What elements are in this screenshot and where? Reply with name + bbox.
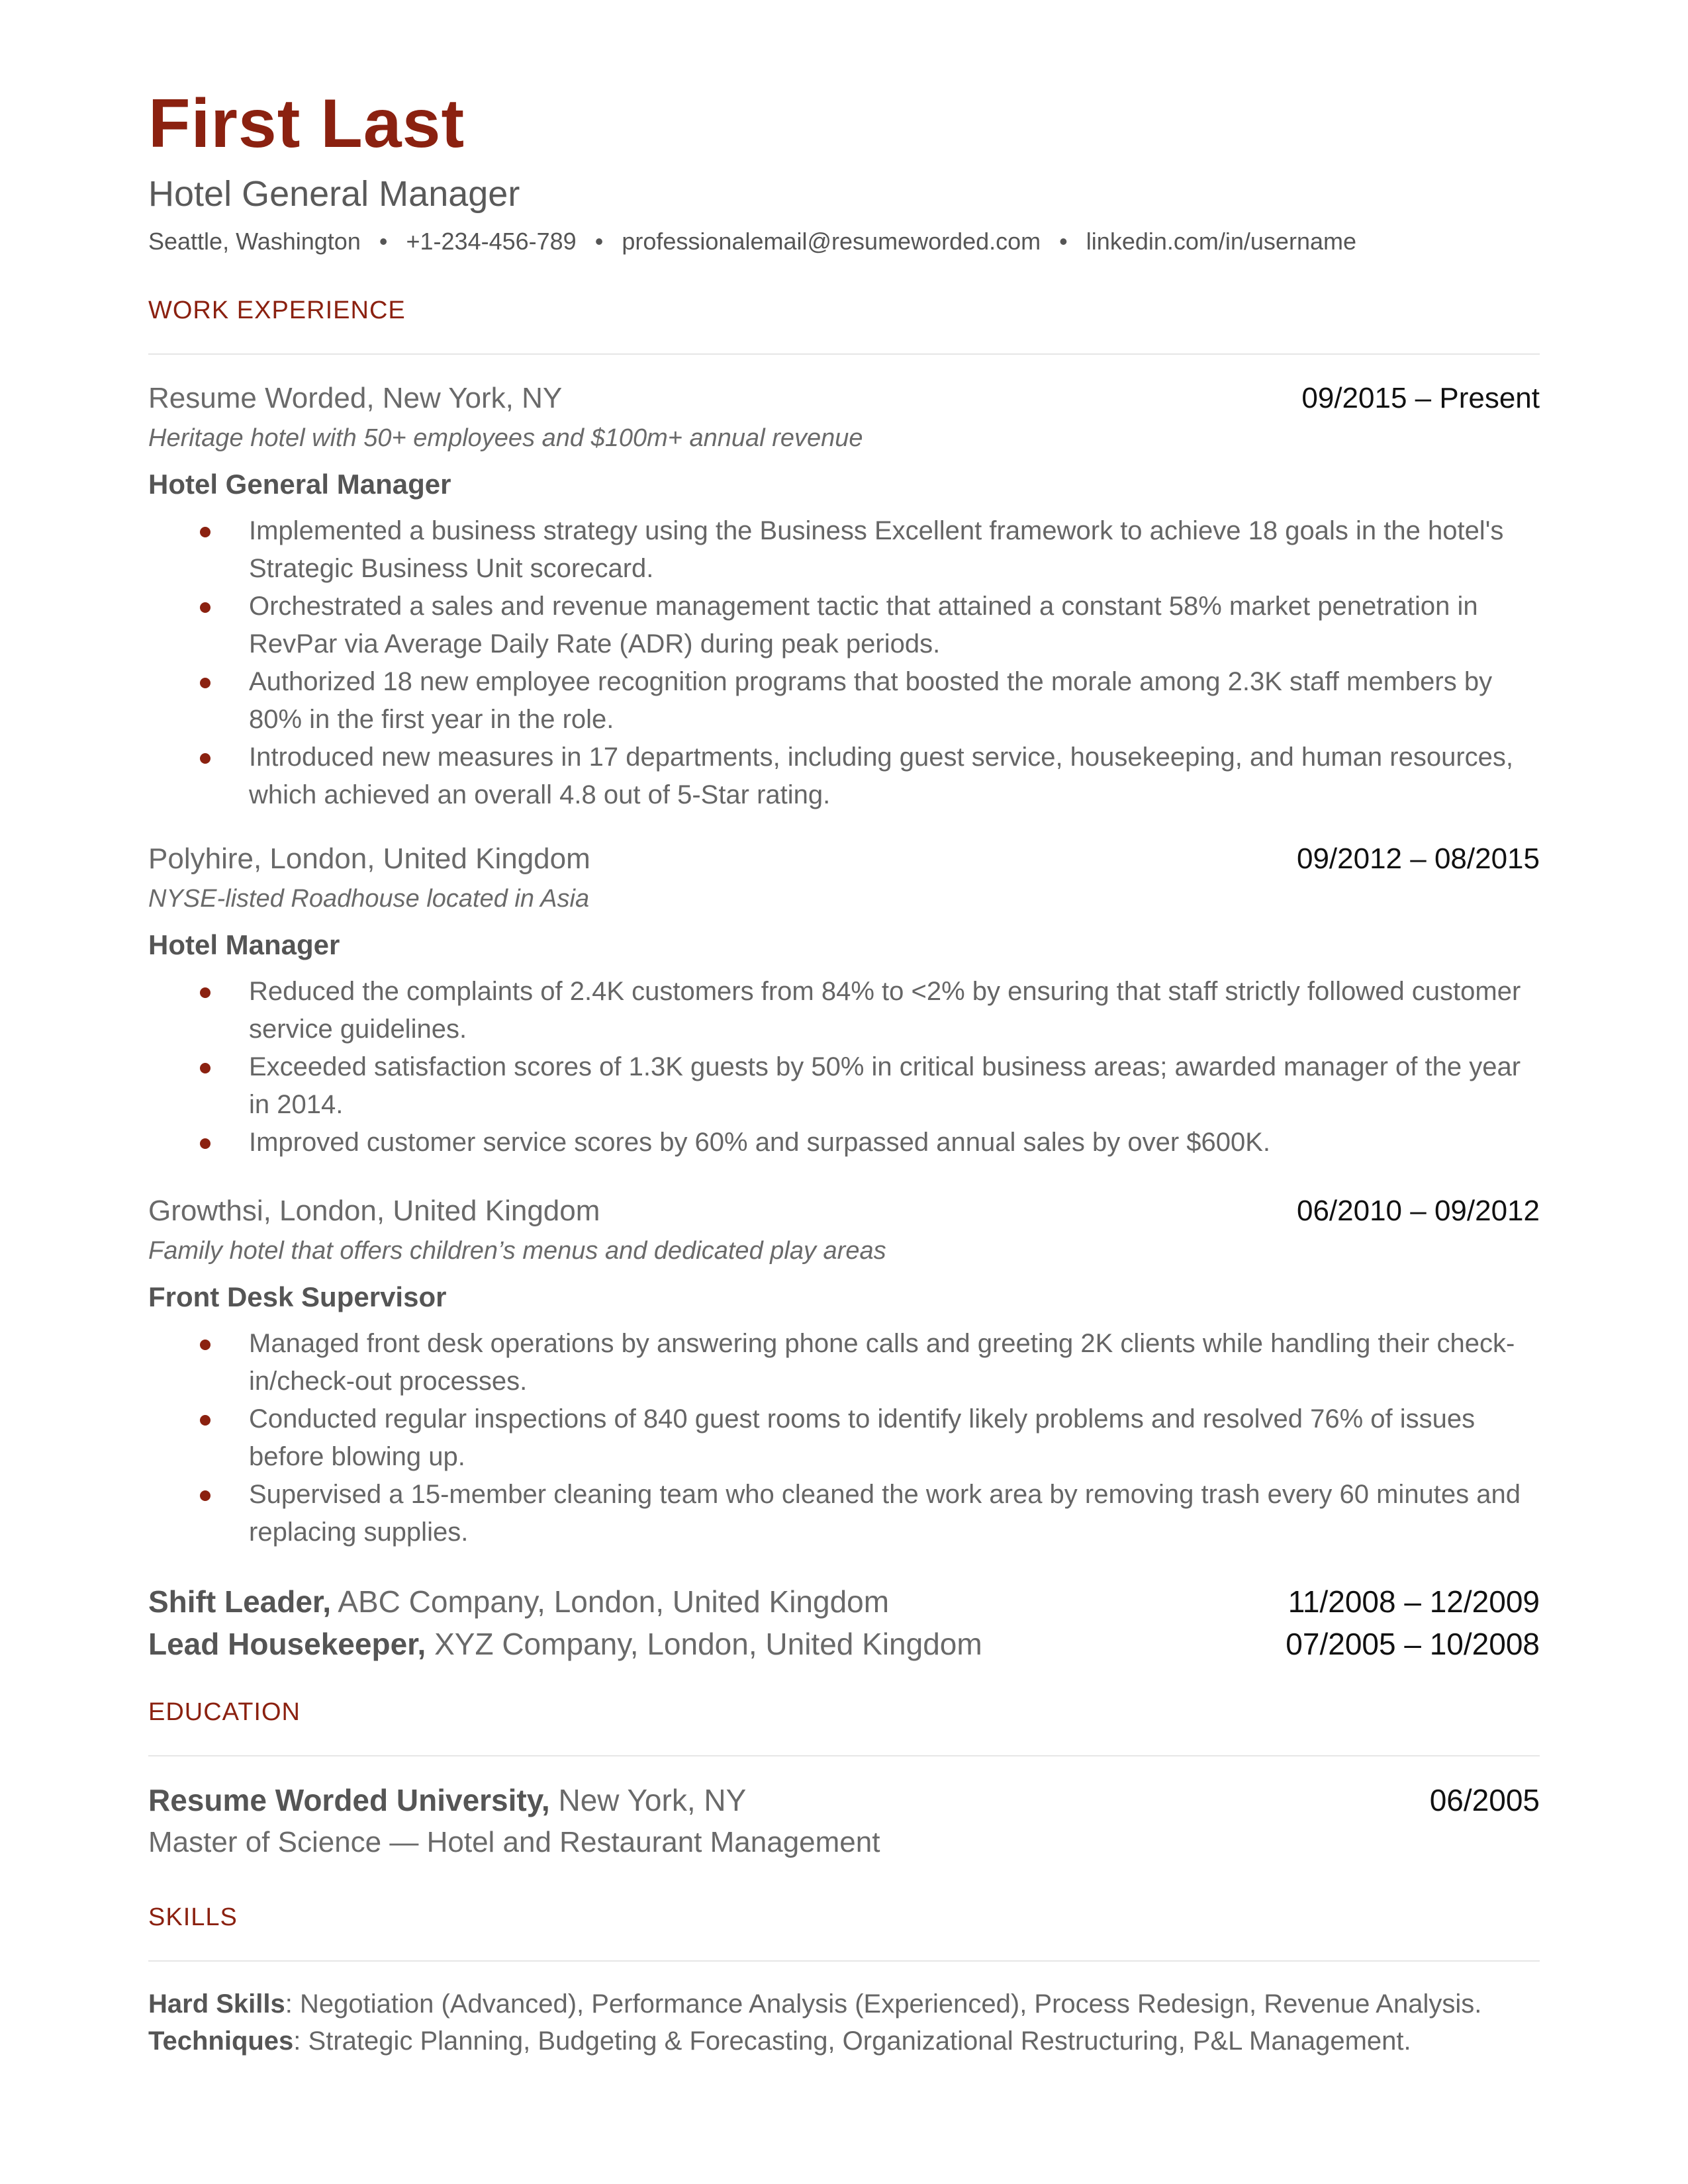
job-title: Hotel General Manager bbox=[148, 174, 520, 214]
earlier-role-dates: 11/2008 – 12/2009 bbox=[1288, 1584, 1540, 1619]
bullet-text: Reduced the complaints of 2.4K customers from 84% to <2% by ensuring that staff strictly followed customer service guidelines. bbox=[249, 977, 1521, 1044]
earlier-role bbox=[148, 1580, 1540, 1623]
section-heading-work: WORK EXPERIENCE bbox=[148, 296, 406, 324]
contact-phone[interactable]: +1-234-456-789 bbox=[406, 228, 577, 255]
job-company: Growthsi, London, United Kingdom bbox=[148, 1195, 600, 1227]
education-school: Resume Worded University, bbox=[148, 1783, 550, 1817]
earlier-role-company: XYZ Company, London, United Kingdom bbox=[426, 1627, 982, 1661]
bullet-item bbox=[148, 663, 1540, 739]
bullet-item bbox=[148, 739, 1540, 814]
job-description: Family hotel that offers children’s menus and dedicated play areas bbox=[148, 1237, 886, 1265]
bullet-text: Exceeded satisfaction scores of 1.3K guests by 50% in critical business areas; awarded manager of the year in 2014. bbox=[249, 1052, 1521, 1119]
bullet-dot-icon bbox=[200, 987, 211, 998]
job-bullets bbox=[148, 973, 1540, 1161]
job-entry bbox=[148, 379, 1540, 814]
contact-separator: • bbox=[1059, 228, 1068, 255]
candidate-name: First Last bbox=[148, 85, 465, 162]
section-heading-skills: SKILLS bbox=[148, 1903, 238, 1931]
contact-location: Seattle, Washington bbox=[148, 228, 361, 255]
job-bullets bbox=[148, 512, 1540, 814]
job-company: Resume Worded, New York, NY bbox=[148, 382, 563, 414]
bullet-item bbox=[148, 973, 1540, 1048]
contact-separator: • bbox=[594, 228, 604, 255]
bullet-text: Introduced new measures in 17 departments, including guest service, housekeeping, and human resources, which achieved an overall 4.8 out of 5-Star rating. bbox=[249, 743, 1514, 809]
skills-hard-values: : Negotiation (Advanced), Performance Analysis (Experienced), Process Redesign, Revenue Analysis. bbox=[285, 1989, 1482, 2019]
bullet-dot-icon bbox=[200, 1063, 211, 1073]
bullet-item bbox=[148, 1400, 1540, 1476]
skills-hard-label: Hard Skills bbox=[148, 1989, 285, 2019]
bullet-item bbox=[148, 1325, 1540, 1400]
job-role: Hotel General Manager bbox=[148, 469, 451, 500]
section-divider bbox=[148, 1960, 1540, 1962]
bullet-text: Conducted regular inspections of 840 guest rooms to identify likely problems and resolved 76% of issues before blowing up. bbox=[249, 1404, 1476, 1471]
job-entry bbox=[148, 839, 1540, 1161]
bullet-item bbox=[148, 1124, 1540, 1161]
bullet-dot-icon bbox=[200, 527, 211, 537]
contact-linkedin[interactable]: linkedin.com/in/username bbox=[1086, 228, 1356, 255]
contact-separator: • bbox=[379, 228, 388, 255]
bullet-item bbox=[148, 588, 1540, 663]
bullet-text: Orchestrated a sales and revenue management tactic that attained a constant 58% market penetration in RevPar via Average Daily Rate (ADR) during peak periods. bbox=[249, 592, 1478, 659]
bullet-text: Improved customer service scores by 60% and surpassed annual sales by over $600K. bbox=[249, 1128, 1271, 1157]
earlier-role-title: Lead Housekeeper, bbox=[148, 1627, 426, 1661]
job-dates: 06/2010 – 09/2012 bbox=[1296, 1195, 1540, 1227]
earlier-role-dates: 07/2005 – 10/2008 bbox=[1286, 1627, 1540, 1661]
job-dates: 09/2012 – 08/2015 bbox=[1296, 842, 1540, 875]
education-date: 06/2005 bbox=[1429, 1783, 1540, 1817]
bullet-text: Supervised a 15-member cleaning team who cleaned the work area by removing trash every 60 minutes and replacing supplies. bbox=[249, 1480, 1521, 1547]
bullet-text: Authorized 18 new employee recognition programs that boosted the morale among 2.3K staff members by 80% in the first year in the role. bbox=[249, 667, 1493, 734]
job-role: Front Desk Supervisor bbox=[148, 1281, 447, 1312]
job-dates: 09/2015 – Present bbox=[1301, 382, 1540, 414]
section-divider bbox=[148, 353, 1540, 355]
job-description: NYSE-listed Roadhouse located in Asia bbox=[148, 885, 590, 913]
contact-line bbox=[148, 228, 1356, 255]
bullet-dot-icon bbox=[200, 678, 211, 688]
education-degree: Master of Science — Hotel and Restaurant Management bbox=[148, 1826, 880, 1858]
bullet-text: Implemented a business strategy using the Business Excellent framework to achieve 18 goals in the hotel's Strategic Business Unit scorecard. bbox=[249, 516, 1504, 583]
section-divider bbox=[148, 1755, 1540, 1756]
education-location: New York, NY bbox=[549, 1783, 747, 1817]
bullet-dot-icon bbox=[200, 1340, 211, 1350]
bullet-item bbox=[148, 1476, 1540, 1551]
bullet-item bbox=[148, 1048, 1540, 1124]
skills-hard-line bbox=[148, 1985, 1540, 2023]
bullet-dot-icon bbox=[200, 1415, 211, 1426]
earlier-role bbox=[148, 1623, 1540, 1665]
skills-techniques-line bbox=[148, 2023, 1540, 2060]
bullet-dot-icon bbox=[200, 602, 211, 613]
job-bullets bbox=[148, 1325, 1540, 1551]
bullet-dot-icon bbox=[200, 1490, 211, 1501]
skills-block bbox=[148, 1985, 1540, 2060]
section-heading-education: EDUCATION bbox=[148, 1698, 301, 1726]
earlier-role-title: Shift Leader, bbox=[148, 1584, 332, 1619]
job-role: Hotel Manager bbox=[148, 929, 340, 960]
bullet-item bbox=[148, 512, 1540, 588]
job-description: Heritage hotel with 50+ employees and $100m+ annual revenue bbox=[148, 424, 863, 452]
earlier-role-company: ABC Company, London, United Kingdom bbox=[331, 1584, 890, 1619]
contact-email[interactable]: professionalemail@resumeworded.com bbox=[622, 228, 1041, 255]
bullet-text: Managed front desk operations by answering phone calls and greeting 2K clients while handling their check-in/check-out processes. bbox=[249, 1329, 1515, 1396]
job-company: Polyhire, London, United Kingdom bbox=[148, 842, 590, 875]
skills-techniques-label: Techniques bbox=[148, 2026, 294, 2056]
education-entry bbox=[148, 1779, 1540, 1864]
job-entry bbox=[148, 1191, 1540, 1551]
skills-techniques-values: : Strategic Planning, Budgeting & Forecasting, Organizational Restructuring, P&L Management. bbox=[293, 2026, 1411, 2056]
bullet-dot-icon bbox=[200, 753, 211, 764]
bullet-dot-icon bbox=[200, 1138, 211, 1149]
